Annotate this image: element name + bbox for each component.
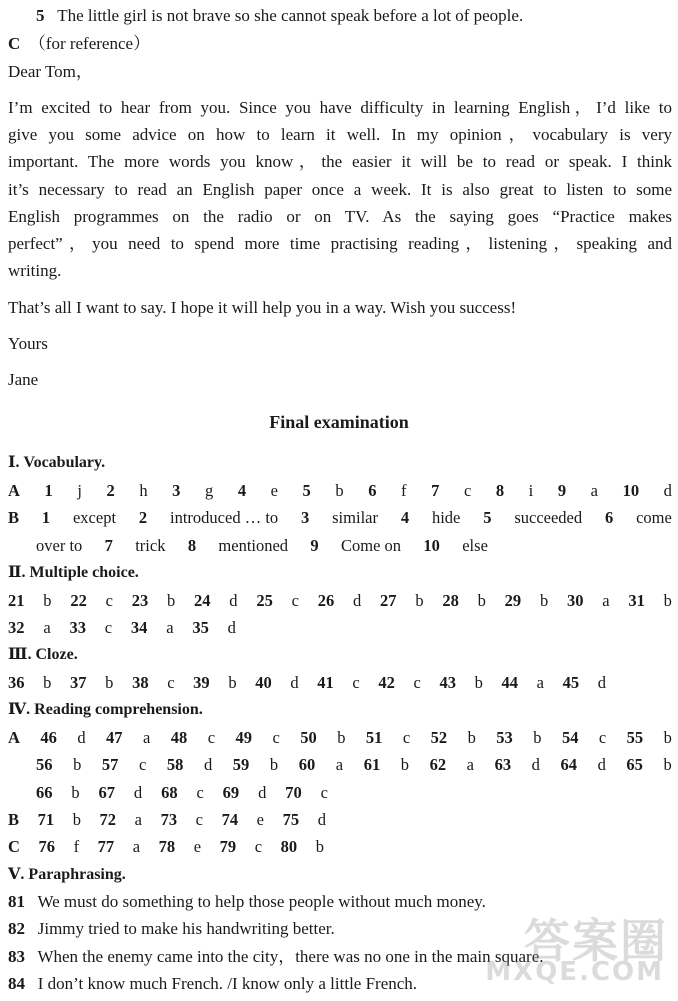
- item-number: 84: [8, 974, 25, 993]
- answer-value: mentioned: [218, 536, 289, 555]
- answer-number: 21: [8, 591, 25, 610]
- answer-number: 71: [37, 810, 55, 829]
- answer-value: j: [77, 481, 82, 500]
- section-4-heading: [8, 699, 672, 721]
- paragraph-line: important. The more words you know，the easier it will be to read or speak. I think: [8, 152, 672, 172]
- answer-number: 1: [44, 481, 53, 500]
- answer-number: 68: [161, 783, 178, 802]
- answer-value: a: [335, 755, 344, 774]
- answer-value: over to: [36, 536, 83, 555]
- answer-number: 31: [628, 591, 645, 610]
- letter-signature: Jane: [8, 370, 39, 389]
- answer-value: d: [531, 755, 540, 774]
- answer-value: h: [139, 481, 148, 500]
- answer-number: 2: [138, 508, 148, 527]
- answer-number: 6: [368, 481, 377, 500]
- answer-number: 53: [496, 728, 513, 747]
- answer-value: d: [663, 481, 672, 500]
- answer-number: 30: [566, 591, 584, 610]
- answer-number: 24: [194, 591, 211, 610]
- section-3-heading: [8, 644, 672, 666]
- answer-number: 1: [41, 508, 51, 527]
- watermark-url-text: MXQE.COM: [485, 957, 664, 987]
- paragraph-line: it’s necessary to read an English paper once a week. It is also great to listen to some: [8, 179, 672, 199]
- answer-number: 8: [495, 481, 505, 500]
- answer-value: d: [597, 673, 606, 692]
- answer-number: 35: [192, 618, 209, 637]
- answer-number: 56: [36, 755, 53, 774]
- site-watermark: [485, 905, 670, 995]
- answer-value: i: [528, 481, 534, 500]
- answer-value: c: [352, 673, 360, 692]
- answer-number: 38: [132, 673, 149, 692]
- paragraph-line: I’m excited to hear from you. Since you have difficulty in learning English，I’d like to: [8, 98, 672, 117]
- answer-number: 34: [130, 618, 148, 637]
- answer-row-1b-line2: [36, 535, 488, 557]
- answer-value: a: [166, 618, 174, 637]
- answer-value: except: [72, 508, 117, 527]
- section-note: （for reference）: [28, 34, 151, 53]
- answer-value: come: [636, 508, 672, 527]
- answer-value: a: [43, 618, 51, 637]
- answer-number: 49: [235, 728, 252, 747]
- answer-value: a: [536, 673, 544, 692]
- answer-value: d: [353, 591, 362, 610]
- answer-value: d: [258, 783, 267, 802]
- answer-value: b: [43, 591, 52, 610]
- answer-value: a: [142, 728, 151, 747]
- answer-value: c: [196, 783, 204, 802]
- answer-number: 73: [160, 810, 178, 829]
- answer-value: c: [138, 755, 147, 774]
- answer-value: else: [462, 536, 488, 555]
- answer-number: 62: [429, 755, 447, 774]
- answer-value: a: [132, 837, 141, 856]
- answer-value: c: [402, 728, 411, 747]
- answer-row-1b-line1: [8, 507, 672, 529]
- answer-value: a: [466, 755, 474, 774]
- section-title: Vocabulary.: [23, 454, 106, 471]
- section-label: C: [8, 34, 21, 53]
- paragraph-line: English programmes on the radio or on TV. As the saying goes “Practice makes: [8, 206, 672, 226]
- answer-number: 32: [8, 618, 25, 637]
- answer-number: 10: [423, 536, 440, 555]
- answer-value: b: [73, 755, 82, 774]
- answer-row-2-line2: [8, 617, 236, 639]
- paragraph-line: writing.: [8, 261, 62, 281]
- answer-value: b: [663, 728, 672, 747]
- answer-number: 9: [310, 536, 319, 555]
- answer-value: e: [193, 837, 202, 856]
- answer-value: e: [256, 810, 264, 829]
- answer-number: 50: [300, 728, 317, 747]
- answer-number: 66: [36, 783, 53, 802]
- answer-row-4a-line1: [8, 727, 672, 749]
- item-number: 83: [8, 947, 25, 966]
- answer-value: c: [272, 728, 280, 747]
- section-2-heading: [8, 562, 672, 584]
- answer-value: b: [539, 591, 549, 610]
- answer-number: 10: [622, 481, 640, 500]
- answer-number: 40: [255, 673, 272, 692]
- answer-number: 64: [560, 755, 577, 774]
- answer-value: b: [269, 755, 279, 774]
- answer-number: A: [8, 728, 20, 747]
- answer-value: a: [590, 481, 598, 500]
- answer-number: 6: [604, 508, 614, 527]
- answer-value: d: [290, 673, 299, 692]
- answer-number: 37: [70, 673, 87, 692]
- section-c-heading: [8, 33, 672, 55]
- answer-value: b: [228, 673, 237, 692]
- answer-number: A: [8, 481, 20, 500]
- section-number: Ⅱ.: [8, 564, 26, 581]
- answer-number: 27: [380, 591, 397, 610]
- answer-number: B: [8, 508, 20, 527]
- answer-number: 48: [170, 728, 188, 747]
- answer-row-1a: [8, 480, 672, 502]
- answer-value: similar: [332, 508, 378, 527]
- answer-value: d: [317, 810, 326, 829]
- answer-number: 80: [280, 837, 298, 856]
- answer-value: b: [663, 755, 672, 774]
- answer-value: a: [602, 591, 610, 610]
- answer-value: b: [72, 810, 81, 829]
- answer-value: b: [415, 591, 424, 610]
- answer-value: Come on: [341, 536, 402, 555]
- answer-number: 79: [219, 837, 237, 856]
- answer-value: c: [167, 673, 175, 692]
- answer-number: 42: [378, 673, 395, 692]
- item-number: 82: [8, 919, 25, 938]
- answer-number: 78: [158, 837, 176, 856]
- answer-value: d: [203, 755, 213, 774]
- answer-row-3: [8, 672, 606, 694]
- answer-number: 3: [172, 481, 181, 500]
- answer-value: c: [598, 728, 607, 747]
- section-number: Ⅰ.: [8, 454, 20, 471]
- answer-number: 4: [400, 508, 410, 527]
- paragraph-line: perfect”，you need to spend more time practising reading，listening，speaking and: [8, 233, 672, 253]
- answer-number: 75: [282, 810, 300, 829]
- item-text: We must do something to help those people without much money.: [37, 892, 486, 911]
- answer-value: b: [105, 673, 114, 692]
- answer-number: 7: [104, 536, 113, 555]
- answer-number: 33: [69, 618, 86, 637]
- answer-value: trick: [135, 536, 166, 555]
- answer-number: 61: [363, 755, 381, 774]
- exam-title: Final examination: [269, 412, 409, 432]
- answer-value: c: [105, 591, 113, 610]
- answer-row-4c: [8, 836, 324, 858]
- item-text: Jimmy tried to make his handwriting better.: [37, 919, 335, 938]
- answer-number: 58: [166, 755, 184, 774]
- answer-value: c: [207, 728, 216, 747]
- answer-number: 54: [561, 728, 579, 747]
- answer-number: C: [8, 837, 20, 856]
- answer-value: b: [477, 591, 486, 610]
- answer-value: c: [320, 783, 328, 802]
- answer-number: 74: [221, 810, 239, 829]
- item-number: 5: [36, 6, 45, 25]
- letter-closing-paragraph: That’s all I want to say. I hope it will help you in a way. Wish you success!: [8, 298, 517, 317]
- answer-number: 52: [430, 728, 448, 747]
- answer-number: 46: [40, 728, 57, 747]
- answer-number: 76: [38, 837, 55, 856]
- answer-number: 70: [285, 783, 302, 802]
- answer-row-4a-line2: [36, 754, 672, 776]
- section-title: Multiple choice.: [29, 564, 139, 581]
- section-1-heading: [8, 452, 672, 474]
- answer-value: c: [413, 673, 421, 692]
- answer-value: g: [204, 481, 214, 500]
- answer-number: 29: [504, 591, 522, 610]
- answer-number: 4: [237, 481, 247, 500]
- answer-value: succeeded: [514, 508, 583, 527]
- answer-value: f: [73, 837, 80, 856]
- letter-closing: Yours: [8, 334, 48, 353]
- answer-value: b: [474, 673, 483, 692]
- answer-number: 43: [439, 673, 456, 692]
- item-text: The little girl is not brave so she cannot speak before a lot of people.: [57, 6, 524, 25]
- section-title: Paraphrasing.: [28, 866, 126, 883]
- answer-value: b: [315, 837, 324, 856]
- answer-number: 59: [232, 755, 250, 774]
- answer-value: b: [337, 728, 346, 747]
- answer-value: b: [335, 481, 344, 500]
- answer-number: 5: [483, 508, 492, 527]
- answer-value: a: [134, 810, 142, 829]
- section-title: Cloze.: [35, 646, 78, 663]
- section-number: Ⅲ.: [8, 646, 32, 663]
- answer-number: 25: [256, 591, 273, 610]
- section-number: Ⅳ.: [8, 701, 31, 718]
- answer-value: d: [133, 783, 143, 802]
- answer-value: d: [77, 728, 86, 747]
- answer-row-4b: [8, 809, 326, 831]
- answer-value: b: [400, 755, 410, 774]
- answer-number: 28: [442, 591, 459, 610]
- section-5-heading: [8, 864, 672, 886]
- answer-number: 65: [626, 755, 643, 774]
- answer-value: d: [597, 755, 606, 774]
- answer-number: 3: [301, 508, 310, 527]
- answer-value: e: [270, 481, 278, 500]
- answer-value: c: [291, 591, 299, 610]
- answer-number: 47: [106, 728, 123, 747]
- answer-number: B: [8, 810, 20, 829]
- answer-number: 72: [99, 810, 117, 829]
- answer-number: 39: [193, 673, 210, 692]
- answer-value: c: [463, 481, 472, 500]
- item-text: When the enemy came into the city，there was no one in the main square.: [37, 947, 544, 966]
- answer-row-4a-line3: [36, 782, 328, 804]
- answer-value: b: [467, 728, 476, 747]
- answer-number: 69: [222, 783, 240, 802]
- answer-value: c: [195, 810, 203, 829]
- answer-value: b: [533, 728, 542, 747]
- answer-number: 23: [131, 591, 149, 610]
- answer-value: d: [229, 591, 238, 610]
- answer-number: 57: [101, 755, 119, 774]
- answer-number: 67: [98, 783, 116, 802]
- answer-value: b: [663, 591, 672, 610]
- answer-number: 45: [562, 673, 580, 692]
- answer-number: 2: [106, 481, 115, 500]
- watermark-logo-text: 答案圈: [524, 914, 668, 968]
- answer-number: 44: [501, 673, 518, 692]
- answer-value: b: [71, 783, 80, 802]
- answer-number: 8: [187, 536, 197, 555]
- section-title: Reading comprehension.: [34, 701, 203, 718]
- letter-body-paragraph: [8, 94, 672, 284]
- answer-value: f: [401, 481, 407, 500]
- letter-greeting: Dear Tom，: [8, 62, 93, 81]
- answer-number: 36: [8, 673, 25, 692]
- paragraph-line: give you some advice on how to learn it well. In my opinion，vocabulary is very: [8, 125, 672, 145]
- answer-value: b: [166, 591, 176, 610]
- answer-value: c: [104, 618, 113, 637]
- answer-number: 60: [298, 755, 316, 774]
- answer-number: 77: [97, 837, 115, 856]
- answer-number: 5: [302, 481, 311, 500]
- answer-value: hide: [431, 508, 461, 527]
- answer-number: 55: [626, 728, 644, 747]
- answer-number: 22: [70, 591, 87, 610]
- item-number: 81: [8, 892, 25, 911]
- item-text: I don’t know much French. /I know only a little French.: [37, 974, 418, 993]
- answer-number: 7: [431, 481, 440, 500]
- answer-number: 9: [557, 481, 567, 500]
- answer-number: 26: [317, 591, 335, 610]
- answer-value: b: [43, 673, 52, 692]
- answer-number: 41: [317, 673, 334, 692]
- answer-value: d: [227, 618, 236, 637]
- answer-row-2-line1: [8, 590, 672, 612]
- answer-item-5: [36, 5, 672, 27]
- answer-value: introduced … to: [170, 508, 279, 527]
- answer-value: c: [254, 837, 263, 856]
- answer-number: 51: [365, 728, 383, 747]
- answer-number: 63: [494, 755, 512, 774]
- section-number: Ⅴ.: [8, 866, 25, 883]
